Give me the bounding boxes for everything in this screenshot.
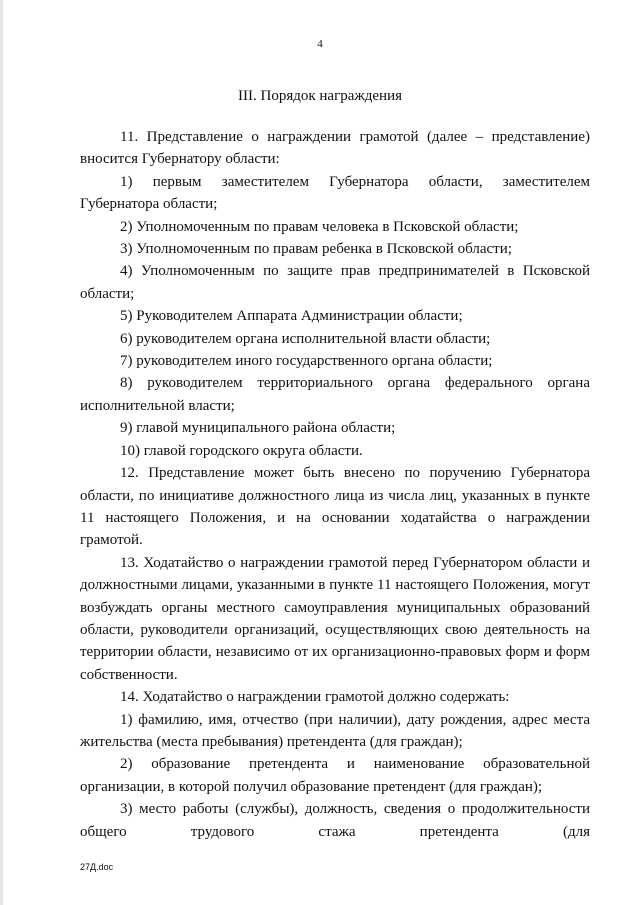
list-item-7: 7) руководителем иного государственного органа области; xyxy=(120,353,493,370)
list-item-5: 5) Руководителем Аппарата Администрации области; xyxy=(120,308,463,325)
paragraph-14: 14. Ходатайство о награждении грамотой должно содержать: xyxy=(120,689,510,706)
scan-edge xyxy=(0,0,3,905)
paragraph-11: 11. Представление о награждении грамотой (далее – представление) вносится Губернатору области: xyxy=(80,129,590,168)
requirement-item-1: 1) фамилию, имя, отчество (при наличии), дату рождения, адрес места жительства (места пребывания) претендента (для граждан); xyxy=(80,711,590,750)
file-name-footer: 27Д.doc xyxy=(80,862,114,872)
paragraph-12: 12. Представление может быть внесено по поручению Губернатора области, по инициативе должностного лица из числа лиц, указанных в пункте 11 настоящего Положения, и на основании ходатайства о награждении грамотой. xyxy=(80,465,590,549)
list-item-10: 10) главой городского округа области. xyxy=(120,442,363,459)
list-item-3: 3) Уполномоченным по правам ребенка в Псковской области; xyxy=(120,241,512,258)
section-heading: III. Порядок награждения xyxy=(238,88,402,104)
list-item-6: 6) руководителем органа исполнительной власти области; xyxy=(120,330,491,347)
requirement-item-3: 3) место работы (службы), должность, сведения о продолжительности общего трудового стажа претендента (для xyxy=(80,801,590,840)
requirement-item-2: 2) образование претендента и наименование образовательной организации, в которой получил образование претендент (для граждан); xyxy=(80,756,590,795)
list-item-1: 1) первым заместителем Губернатора области, заместителем Губернатора области; xyxy=(80,173,590,213)
list-item-4: 4) Уполномоченным по защите прав предпринимателей в Псковской области; xyxy=(80,263,590,302)
list-item-2: 2) Уполномоченным по правам человека в Псковской области; xyxy=(120,218,519,235)
document-body xyxy=(80,126,590,843)
list-item-9: 9) главой муниципального района области; xyxy=(120,420,396,437)
paragraph-13: 13. Ходатайство о награждении грамотой перед Губернатором области и должностными лицами, указанными в пункте 11 настоящего Положения, могут возбуждать органы местного самоуправления муниципальных образований области, руководители организаций, осуществляющих свою деятельность на территории области, независимо от их организационно-правовых форм и форм собственности. xyxy=(80,554,590,683)
page-number: 4 xyxy=(317,38,323,50)
list-item-8: 8) руководителем территориального органа федерального органа исполнительной власти; xyxy=(80,375,590,414)
